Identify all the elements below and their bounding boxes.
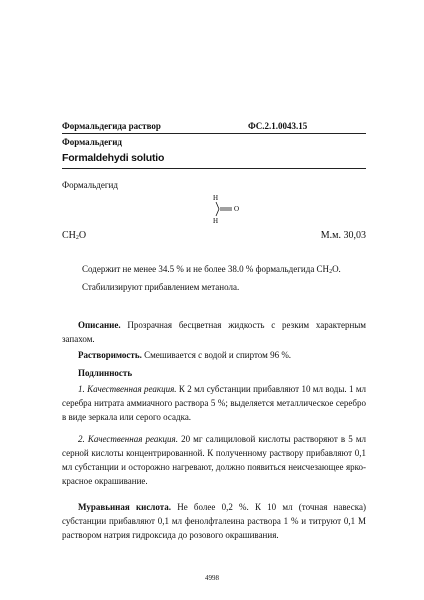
solubility-title: Растворимость.: [78, 350, 142, 360]
formic-acid-text: Не более 0,2 %. К 10 мл (точная навеска) субстанции прибавляют 0,1 мл фенолфталеина раствора 1 % и титруют 0,1 М раствором натрия гидроксида до розового окрашивания.: [62, 502, 366, 540]
reaction-1: [62, 382, 366, 424]
description-title: Описание.: [78, 320, 121, 330]
structural-formula: [210, 192, 250, 228]
molecular-mass: М.м. 30,03: [320, 230, 366, 241]
formic-acid-section: [62, 500, 366, 542]
reaction-1-title: 1. Качественная реакция.: [78, 384, 177, 394]
molecular-formula: $CH_2O$: [62, 230, 87, 241]
reaction-1-text: К 2 мл субстанции прибавляют 10 мл воды. 1 мл серебра нитрата аммиачного раствора 5 %; выделяется металлическое серебро в виде зеркала или серого осадка.: [62, 384, 367, 422]
reaction-2-text: 20 мг салициловой кислоты растворяют в 5 мл серной кислоты концентрированной. К полученному раствору прибавляют 0,1 мл субстанции и осторожно нагревают, должно появиться неисчезающее ярко-красное окрашивание.: [62, 434, 367, 486]
struct-bond-bottom: [216, 209, 219, 216]
header-rule: [62, 133, 366, 134]
struct-h-bottom: H: [213, 217, 219, 225]
name-rule: [62, 168, 366, 169]
reaction-2: [62, 432, 366, 488]
description-text: Прозрачная бесцветная жидкость с резким характерным запахом.: [62, 320, 367, 344]
struct-o: O: [234, 205, 240, 213]
stabilizer-statement: Стабилизируют прибавлением метанола.: [82, 282, 240, 292]
struct-h-top: H: [213, 194, 219, 202]
monograph-title: Формальдегида раствор: [62, 121, 161, 131]
monograph-code: ФС.2.1.0043.15: [248, 121, 308, 131]
reaction-2-title: 2. Качественная реакция.: [78, 434, 178, 444]
formic-acid-title: Муравьиная кислота.: [78, 502, 172, 512]
monograph-name-ru: Формальдегид: [62, 137, 122, 147]
solubility-section: [62, 348, 366, 362]
struct-bond-top: [216, 202, 219, 209]
page-number: 4998: [205, 574, 219, 582]
substance-label: Формальдегид: [62, 180, 118, 190]
solubility-text: Смешивается с водой и спиртом 96 %.: [144, 350, 292, 360]
identification-title: Подлинность: [78, 368, 133, 378]
monograph-name-latin: Formaldehydi solutio: [62, 152, 165, 164]
description-section: [62, 318, 366, 346]
content-statement: Содержит не менее 34.5 % и не более 38.0 % формальдегида $CH_2O$.: [82, 264, 341, 275]
